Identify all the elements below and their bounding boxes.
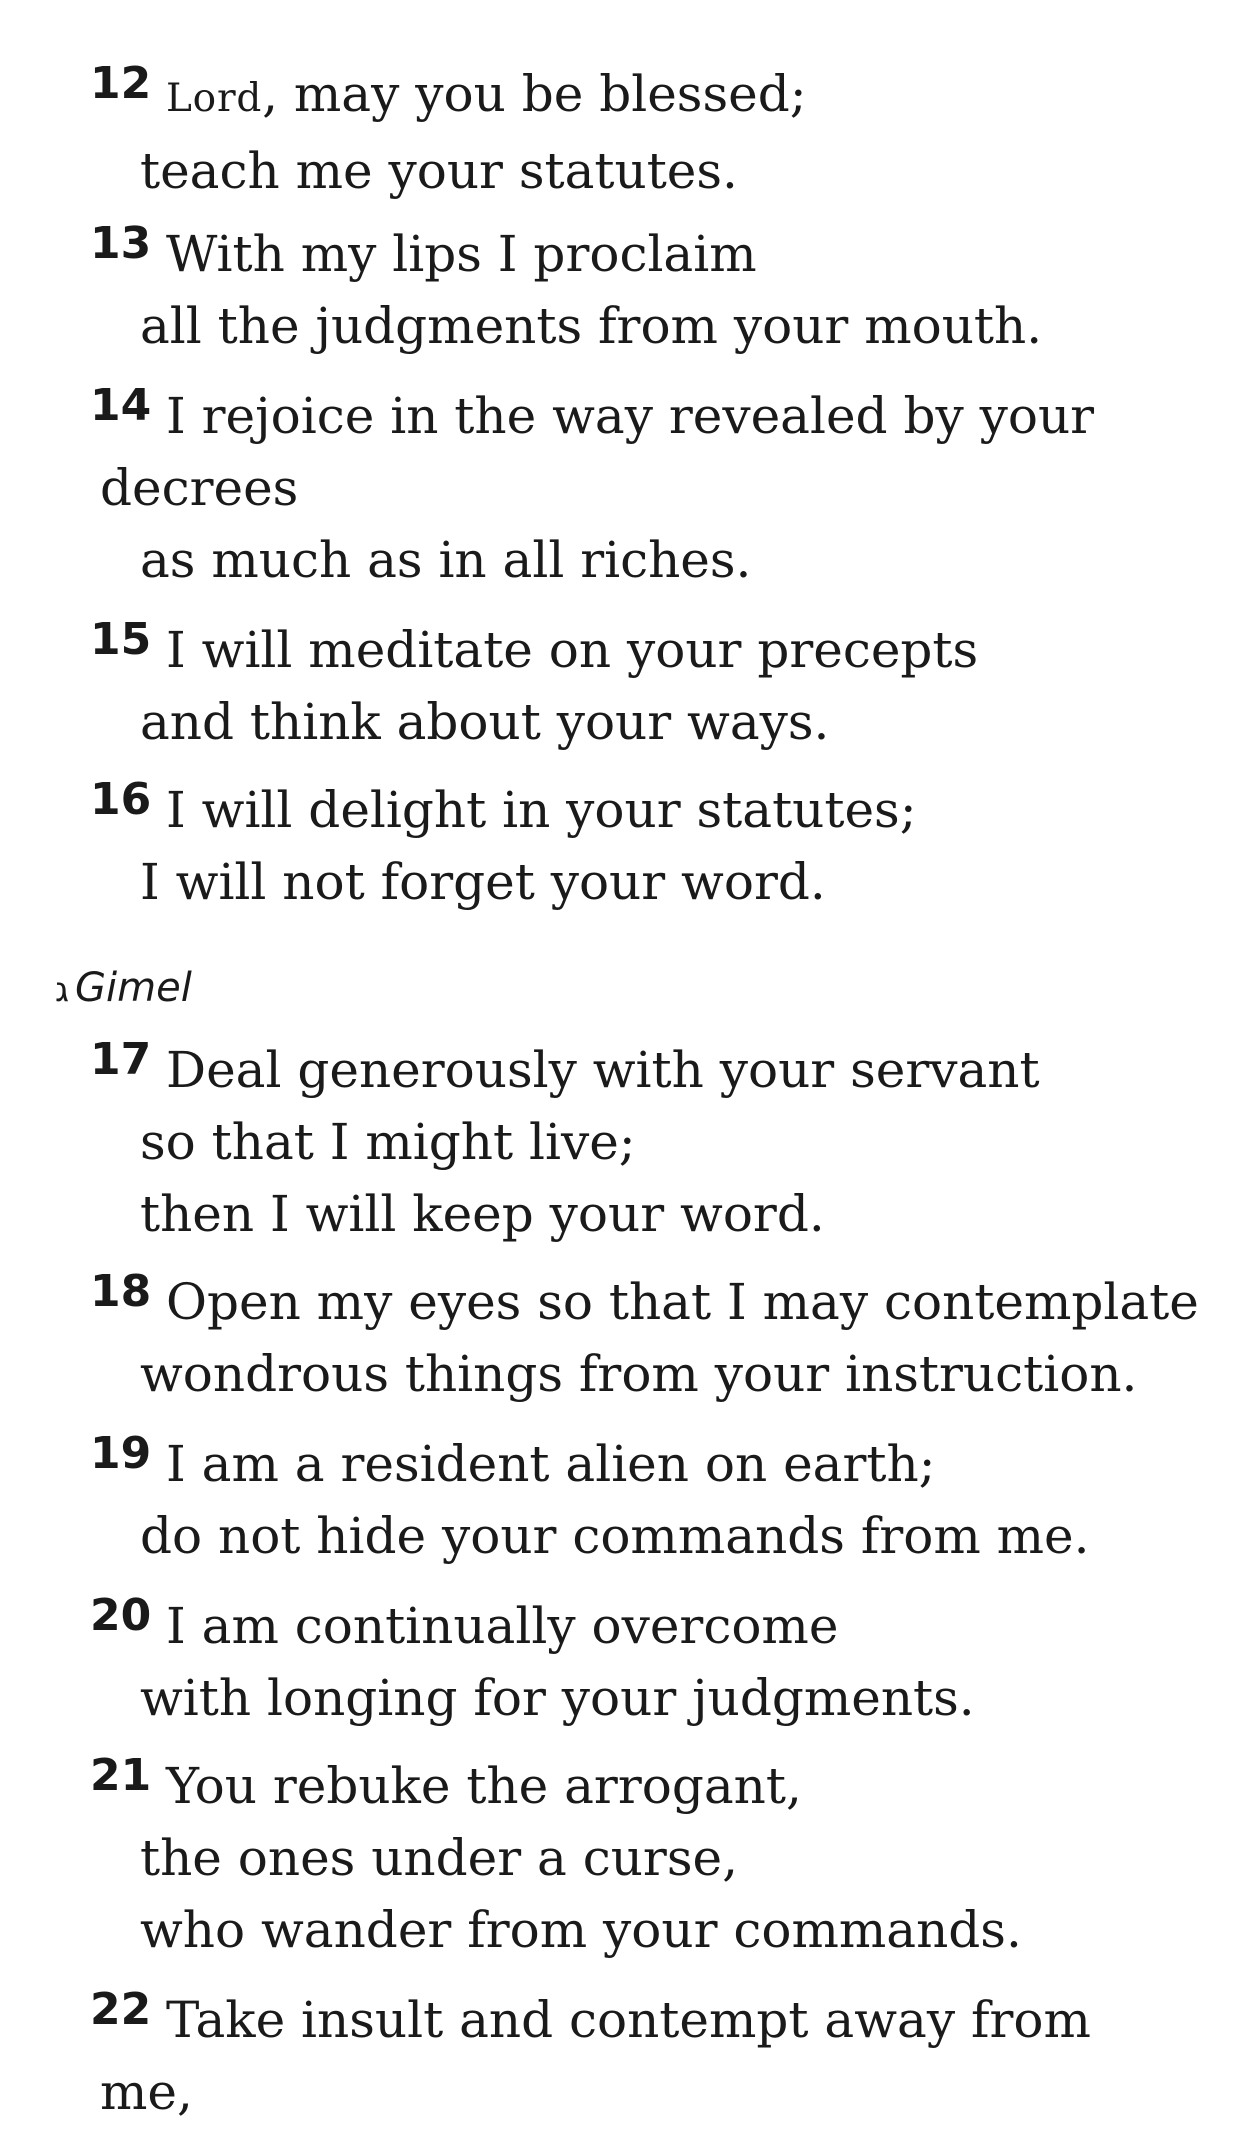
verse-line: I will not forget your word.: [140, 853, 826, 911]
verse-number: 18: [90, 1266, 152, 1317]
verse-22: [90, 1984, 1220, 2128]
verse-12: [90, 58, 1220, 207]
verse-line: I am a resident alien on earth;: [166, 1435, 936, 1493]
verse-line: I will delight in your statutes;: [166, 781, 917, 839]
section-heading-name: Gimel: [75, 965, 192, 1011]
verse-line: Open my eyes so that I may contemplate: [166, 1273, 1199, 1331]
verse-line: then I will keep your word.: [140, 1185, 825, 1243]
verse-number: 16: [90, 774, 152, 825]
verse-13: [90, 218, 1220, 362]
verse-15: [90, 614, 1220, 758]
verse-line: me,: [100, 2063, 193, 2121]
verse-line: [100, 58, 1220, 135]
verse-line: the ones under a curse,: [140, 1829, 738, 1887]
verse-line: With my lips I proclaim: [166, 225, 757, 283]
divine-name: Lord: [166, 76, 263, 121]
hebrew-letter: ג: [55, 970, 70, 1010]
verse-19: [90, 1428, 1220, 1572]
verse-18: [90, 1266, 1220, 1410]
verse-line: wondrous things from your instruction.: [140, 1345, 1138, 1403]
verse-14: [90, 380, 1220, 596]
verse-line: Take insult and contempt away from: [166, 1991, 1091, 2049]
verse-number: 13: [90, 218, 152, 269]
verse-line: as much as in all riches.: [140, 531, 752, 589]
verse-16: [90, 774, 1220, 918]
verse-line: with longing for your judgments.: [140, 1669, 975, 1727]
verse-number: 19: [90, 1428, 152, 1479]
verse-number: 14: [90, 380, 152, 431]
verse-line: do not hide your commands from me.: [140, 1507, 1090, 1565]
verse-line: all the judgments from your mouth.: [140, 297, 1043, 355]
verse-line: You rebuke the arrogant,: [166, 1757, 802, 1815]
verse-line: so that I might live;: [140, 1113, 636, 1171]
verse-number: 21: [90, 1750, 152, 1801]
verse-number: 20: [90, 1590, 152, 1641]
verse-line: Deal generously with your servant: [166, 1041, 1040, 1099]
verse-line: who wander from your commands.: [140, 1901, 1022, 1959]
verse-21: [90, 1750, 1220, 1966]
verse-number: 17: [90, 1034, 152, 1085]
verse-17: [90, 1034, 1220, 1250]
section-heading: [55, 960, 192, 1018]
verse-line: decrees: [100, 459, 299, 517]
verse-number: 15: [90, 614, 152, 665]
verse-line: I am continually overcome: [166, 1597, 839, 1655]
verse-number: 12: [90, 58, 152, 109]
verse-text: , may you be blessed;: [262, 65, 807, 123]
verse-20: [90, 1590, 1220, 1734]
verse-line: I will meditate on your precepts: [166, 621, 979, 679]
verse-line: teach me your statutes.: [140, 142, 738, 200]
verse-line: and think about your ways.: [140, 693, 830, 751]
verse-line: I rejoice in the way revealed by your: [166, 387, 1095, 445]
verse-number: 22: [90, 1984, 152, 2035]
